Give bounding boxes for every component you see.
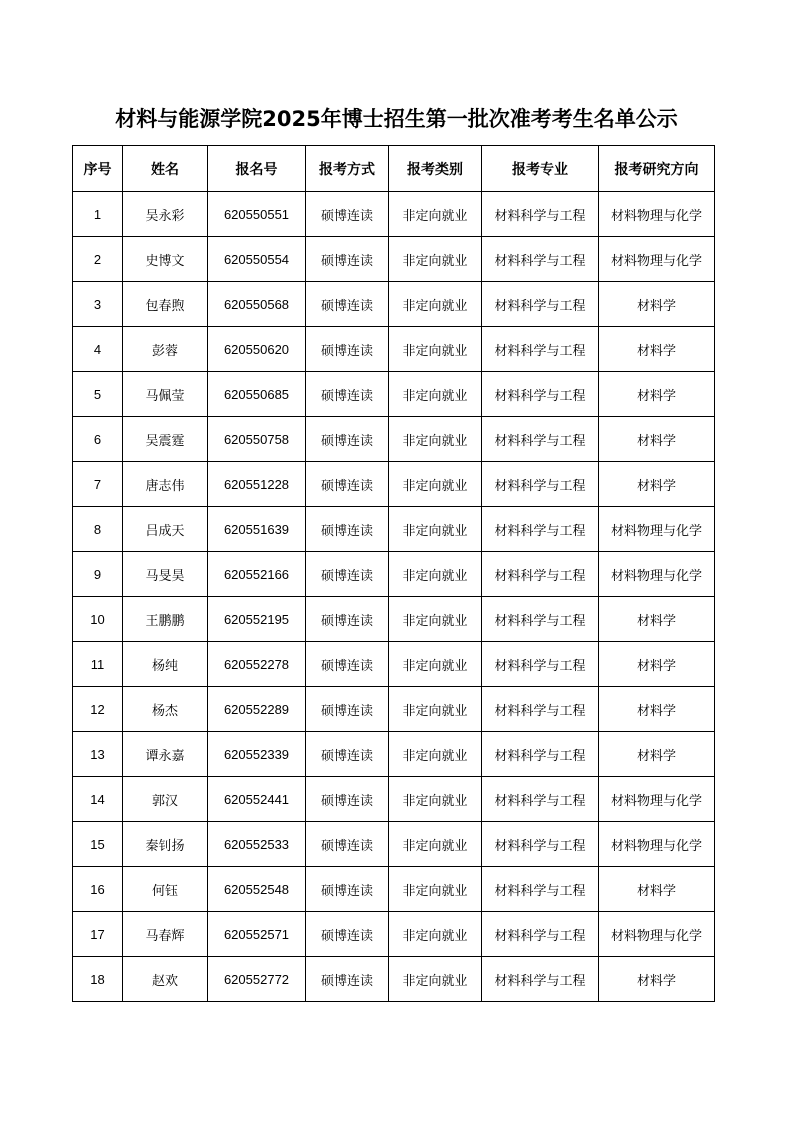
cell-serial-number: 13 <box>73 732 123 777</box>
cell-candidate-name: 郭汉 <box>123 777 208 822</box>
cell-serial-number: 17 <box>73 912 123 957</box>
table-row <box>73 957 715 1002</box>
cell-research-direction: 材料学 <box>599 597 715 642</box>
table-row <box>73 822 715 867</box>
cell-application-category: 非定向就业 <box>389 462 482 507</box>
cell-application-mode: 硕博连读 <box>306 867 389 912</box>
cell-major: 材料科学与工程 <box>482 597 599 642</box>
cell-application-category: 非定向就业 <box>389 597 482 642</box>
cell-major: 材料科学与工程 <box>482 822 599 867</box>
table-row <box>73 282 715 327</box>
cell-serial-number: 8 <box>73 507 123 552</box>
cell-application-mode: 硕博连读 <box>306 687 389 732</box>
cell-application-mode: 硕博连读 <box>306 732 389 777</box>
cell-application-mode: 硕博连读 <box>306 957 389 1002</box>
cell-research-direction: 材料学 <box>599 687 715 732</box>
cell-application-category: 非定向就业 <box>389 912 482 957</box>
cell-research-direction: 材料学 <box>599 372 715 417</box>
cell-major: 材料科学与工程 <box>482 327 599 372</box>
cell-major: 材料科学与工程 <box>482 957 599 1002</box>
header-registration-number: 报名号 <box>208 146 306 192</box>
cell-candidate-name: 唐志伟 <box>123 462 208 507</box>
cell-registration-number: 620552548 <box>208 867 306 912</box>
cell-application-category: 非定向就业 <box>389 552 482 597</box>
cell-major: 材料科学与工程 <box>482 552 599 597</box>
cell-research-direction: 材料物理与化学 <box>599 912 715 957</box>
cell-registration-number: 620552441 <box>208 777 306 822</box>
table-row <box>73 417 715 462</box>
cell-registration-number: 620552278 <box>208 642 306 687</box>
cell-major: 材料科学与工程 <box>482 777 599 822</box>
header-name: 姓名 <box>123 146 208 192</box>
cell-application-mode: 硕博连读 <box>306 822 389 867</box>
cell-research-direction: 材料物理与化学 <box>599 552 715 597</box>
cell-serial-number: 12 <box>73 687 123 732</box>
cell-application-mode: 硕博连读 <box>306 507 389 552</box>
cell-research-direction: 材料学 <box>599 957 715 1002</box>
cell-candidate-name: 赵欢 <box>123 957 208 1002</box>
cell-candidate-name: 马旻昊 <box>123 552 208 597</box>
cell-research-direction: 材料学 <box>599 732 715 777</box>
cell-application-category: 非定向就业 <box>389 237 482 282</box>
cell-major: 材料科学与工程 <box>482 372 599 417</box>
cell-candidate-name: 吴震霆 <box>123 417 208 462</box>
cell-serial-number: 6 <box>73 417 123 462</box>
cell-application-mode: 硕博连读 <box>306 372 389 417</box>
cell-registration-number: 620550758 <box>208 417 306 462</box>
cell-registration-number: 620550685 <box>208 372 306 417</box>
table-row <box>73 237 715 282</box>
table-row <box>73 372 715 417</box>
cell-research-direction: 材料物理与化学 <box>599 237 715 282</box>
cell-major: 材料科学与工程 <box>482 462 599 507</box>
header-research-direction: 报考研究方向 <box>599 146 715 192</box>
cell-research-direction: 材料物理与化学 <box>599 822 715 867</box>
cell-serial-number: 3 <box>73 282 123 327</box>
cell-candidate-name: 吴永彩 <box>123 192 208 237</box>
cell-major: 材料科学与工程 <box>482 867 599 912</box>
cell-application-category: 非定向就业 <box>389 867 482 912</box>
page-title: 材料与能源学院2025年博士招生第一批次准考考生名单公示 <box>115 107 678 131</box>
cell-candidate-name: 秦钊扬 <box>123 822 208 867</box>
cell-serial-number: 18 <box>73 957 123 1002</box>
cell-application-category: 非定向就业 <box>389 687 482 732</box>
table-row <box>73 642 715 687</box>
cell-major: 材料科学与工程 <box>482 732 599 777</box>
cell-research-direction: 材料物理与化学 <box>599 507 715 552</box>
cell-registration-number: 620551639 <box>208 507 306 552</box>
table-row <box>73 552 715 597</box>
cell-application-category: 非定向就业 <box>389 327 482 372</box>
cell-application-category: 非定向就业 <box>389 282 482 327</box>
cell-major: 材料科学与工程 <box>482 237 599 282</box>
table-row <box>73 732 715 777</box>
cell-application-mode: 硕博连读 <box>306 912 389 957</box>
table-row <box>73 327 715 372</box>
cell-registration-number: 620552289 <box>208 687 306 732</box>
cell-application-category: 非定向就业 <box>389 777 482 822</box>
table-row <box>73 777 715 822</box>
cell-serial-number: 7 <box>73 462 123 507</box>
cell-serial-number: 5 <box>73 372 123 417</box>
cell-application-category: 非定向就业 <box>389 957 482 1002</box>
cell-application-category: 非定向就业 <box>389 642 482 687</box>
table-header-row <box>73 146 715 192</box>
cell-registration-number: 620552772 <box>208 957 306 1002</box>
cell-candidate-name: 吕成天 <box>123 507 208 552</box>
cell-serial-number: 16 <box>73 867 123 912</box>
table-row <box>73 912 715 957</box>
cell-candidate-name: 杨纯 <box>123 642 208 687</box>
cell-research-direction: 材料学 <box>599 642 715 687</box>
cell-registration-number: 620550551 <box>208 192 306 237</box>
cell-registration-number: 620550620 <box>208 327 306 372</box>
header-application-mode: 报考方式 <box>306 146 389 192</box>
cell-application-mode: 硕博连读 <box>306 282 389 327</box>
cell-research-direction: 材料学 <box>599 867 715 912</box>
cell-candidate-name: 马春辉 <box>123 912 208 957</box>
cell-application-mode: 硕博连读 <box>306 237 389 282</box>
table-row <box>73 462 715 507</box>
cell-research-direction: 材料学 <box>599 462 715 507</box>
cell-candidate-name: 谭永嘉 <box>123 732 208 777</box>
cell-application-mode: 硕博连读 <box>306 327 389 372</box>
cell-research-direction: 材料学 <box>599 282 715 327</box>
cell-registration-number: 620552195 <box>208 597 306 642</box>
cell-major: 材料科学与工程 <box>482 687 599 732</box>
cell-candidate-name: 马佩莹 <box>123 372 208 417</box>
cell-research-direction: 材料物理与化学 <box>599 777 715 822</box>
cell-serial-number: 11 <box>73 642 123 687</box>
cell-application-mode: 硕博连读 <box>306 597 389 642</box>
cell-application-mode: 硕博连读 <box>306 192 389 237</box>
cell-research-direction: 材料物理与化学 <box>599 192 715 237</box>
cell-application-category: 非定向就业 <box>389 732 482 777</box>
cell-serial-number: 2 <box>73 237 123 282</box>
cell-major: 材料科学与工程 <box>482 912 599 957</box>
cell-serial-number: 1 <box>73 192 123 237</box>
cell-serial-number: 4 <box>73 327 123 372</box>
cell-candidate-name: 包春煦 <box>123 282 208 327</box>
table-row <box>73 507 715 552</box>
header-serial-number: 序号 <box>73 146 123 192</box>
table-row <box>73 192 715 237</box>
cell-registration-number: 620550568 <box>208 282 306 327</box>
cell-major: 材料科学与工程 <box>482 417 599 462</box>
cell-serial-number: 9 <box>73 552 123 597</box>
cell-registration-number: 620552533 <box>208 822 306 867</box>
cell-research-direction: 材料学 <box>599 327 715 372</box>
cell-serial-number: 15 <box>73 822 123 867</box>
header-application-category: 报考类别 <box>389 146 482 192</box>
table-row <box>73 687 715 732</box>
cell-research-direction: 材料学 <box>599 417 715 462</box>
cell-candidate-name: 史博文 <box>123 237 208 282</box>
cell-application-mode: 硕博连读 <box>306 417 389 462</box>
cell-serial-number: 14 <box>73 777 123 822</box>
cell-application-category: 非定向就业 <box>389 192 482 237</box>
table-row <box>73 597 715 642</box>
cell-application-mode: 硕博连读 <box>306 552 389 597</box>
cell-registration-number: 620551228 <box>208 462 306 507</box>
header-major: 报考专业 <box>482 146 599 192</box>
cell-registration-number: 620552339 <box>208 732 306 777</box>
cell-registration-number: 620550554 <box>208 237 306 282</box>
cell-major: 材料科学与工程 <box>482 192 599 237</box>
table-row <box>73 867 715 912</box>
cell-registration-number: 620552166 <box>208 552 306 597</box>
cell-application-category: 非定向就业 <box>389 507 482 552</box>
cell-application-mode: 硕博连读 <box>306 642 389 687</box>
cell-application-category: 非定向就业 <box>389 417 482 462</box>
cell-candidate-name: 杨杰 <box>123 687 208 732</box>
cell-application-category: 非定向就业 <box>389 822 482 867</box>
cell-candidate-name: 何钰 <box>123 867 208 912</box>
cell-serial-number: 10 <box>73 597 123 642</box>
cell-registration-number: 620552571 <box>208 912 306 957</box>
cell-application-mode: 硕博连读 <box>306 462 389 507</box>
cell-application-category: 非定向就业 <box>389 372 482 417</box>
cell-candidate-name: 彭蓉 <box>123 327 208 372</box>
cell-major: 材料科学与工程 <box>482 642 599 687</box>
cell-major: 材料科学与工程 <box>482 282 599 327</box>
cell-application-mode: 硕博连读 <box>306 777 389 822</box>
cell-major: 材料科学与工程 <box>482 507 599 552</box>
table-body <box>73 192 715 1002</box>
candidate-table <box>72 145 715 1002</box>
cell-candidate-name: 王鹏鹏 <box>123 597 208 642</box>
